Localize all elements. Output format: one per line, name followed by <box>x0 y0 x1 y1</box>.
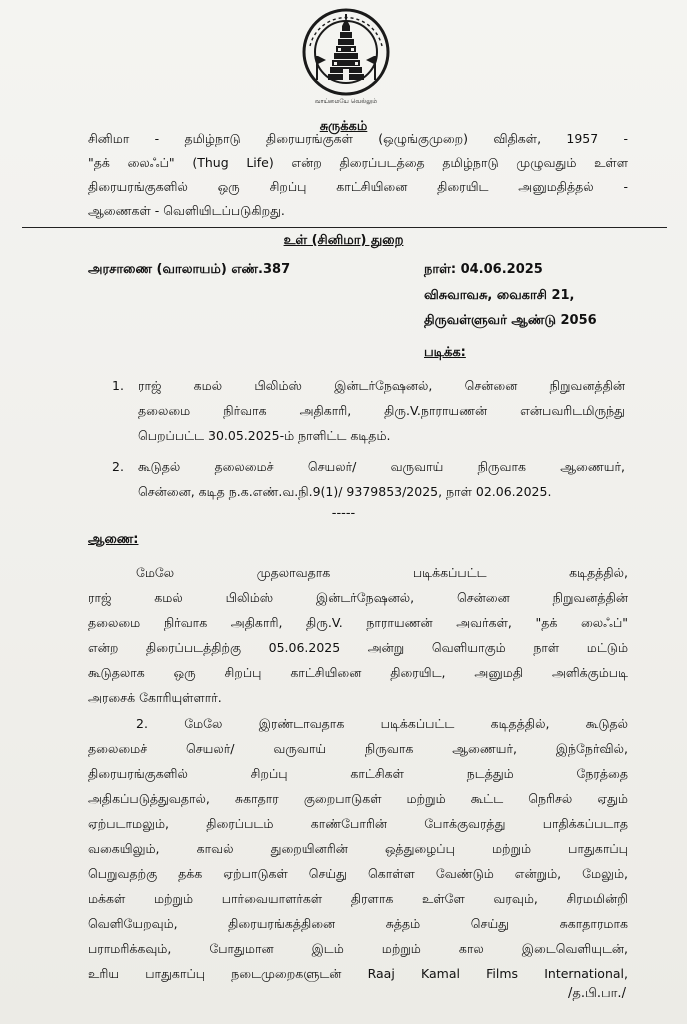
page-footer: /த.பி.பா./ <box>568 986 626 1001</box>
reference-number: 2. <box>112 459 124 474</box>
summary-heading: சுருக்கம் <box>319 119 368 134</box>
reference-line: தலைமை நிர்வாக அதிகாரி, திரு.V.நாராயணன் என்பவரிடமிருந்து <box>138 403 625 418</box>
paragraph-line: தலைமைச் செயலர்/ வருவாய் நிருவாக ஆணையர், இந்நேர்வில், <box>88 741 628 756</box>
summary-text <box>88 127 628 223</box>
order-paragraph-2 <box>88 711 628 986</box>
reference-line: ராஜ் கமல் பிலிம்ஸ் இன்டர்நேஷனல், சென்னை நிறுவனத்தின் <box>138 378 625 393</box>
reference-line: பெறப்பட்ட 30.05.2025-ம் நாளிட்ட கடிதம். <box>138 428 391 443</box>
read-heading: படிக்க: <box>424 345 466 360</box>
paragraph-line: தலைமை நிர்வாக அதிகாரி, திரு.V. நாராயணன் அவர்கள், "தக் லைஃப்" <box>88 615 628 630</box>
paragraph-line: திரையரங்குகளில் சிறப்பு காட்சிகள் நடத்தும் நேரத்தை <box>88 766 628 781</box>
paragraph-line: என்ற திரைப்படத்திற்கு 05.06.2025 அன்று வெளியாகும் நாள் மட்டும் <box>88 640 628 655</box>
paragraph-line: பெறுவதற்கு தக்க ஏற்பாடுகள் செய்து கொள்ள வேண்டும் என்றும், மேலும், <box>88 866 628 881</box>
summary-line: "தக் லைஃப்" (Thug Life) என்ற திரைப்படத்தை தமிழ்நாடு முழுவதும் உள்ள <box>88 155 628 170</box>
paragraph-line: உரிய பாதுகாப்பு நடைமுறைகளுடன் Raaj Kamal Films International, <box>88 966 628 981</box>
reference-2 <box>138 454 625 504</box>
paragraph-line: மேலே முதலாவதாக படிக்கப்பட்ட கடிதத்தில், <box>136 565 628 580</box>
reference-line: கூடுதல் தலைமைச் செயலர்/ வருவாய் நிருவாக ஆணையர், <box>138 459 625 474</box>
paragraph-line: அதிகப்படுத்துவதால், சுகாதார குறைபாடுகள் மற்றும் கூட்ட நெரிசல் ஏதும் <box>88 791 628 806</box>
paragraph-line: பராமரிக்கவும், போதுமான இடம் மற்றும் கால இடைவெளியுடன், <box>88 941 628 956</box>
separator: ----- <box>331 506 356 521</box>
svg-text:வாய்மையே வெல்லும்: வாய்மையே வெல்லும் <box>314 98 378 105</box>
order-heading: ஆணை: <box>88 532 139 547</box>
paragraph-line: வெளியேறவும், திரையரங்கத்தினை சுத்தம் செய்து சுகாதாரமாக <box>88 916 628 931</box>
tamil-year: திருவள்ளுவர் ஆண்டு 2056 <box>424 313 597 328</box>
order-number: அரசாணை (வாலாயம்) எண்.387 <box>88 262 291 277</box>
department-title: உள் (சினிமா) துறை <box>283 233 404 248</box>
paragraph-line: ராஜ் கமல் பிலிம்ஸ் இன்டர்நேஷனல், சென்னை நிறுவனத்தின் <box>88 590 628 605</box>
reference-1 <box>138 373 625 448</box>
paragraph-line: கூடுதலாக ஒரு சிறப்பு காட்சியினை திரையிட, அனுமதி அளிக்கும்படி <box>88 665 628 680</box>
paragraph-line: மக்கள் மற்றும் பார்வையாளர்கள் திரளாக உள்ளே வரவும், சிரமமின்றி <box>88 891 628 906</box>
tamil-nadu-emblem-icon <box>298 6 394 106</box>
tamil-date: விசுவாவசு, வைகாசி 21, <box>424 288 575 303</box>
paragraph-line: அரசைக் கோரியுள்ளார். <box>88 690 222 705</box>
paragraph-line: ஏற்படாமலும், திரைப்படம் காண்போரின் போக்குவரத்து பாதிக்கப்படாத <box>88 816 628 831</box>
paragraph-line: 2. மேலே இரண்டாவதாக படிக்கப்பட்ட கடிதத்தில், கூடுதல் <box>136 716 628 731</box>
paragraph-line: வகையிலும், காவல் துறையினரின் ஒத்துழைப்பு மற்றும் பாதுகாப்பு <box>88 841 628 856</box>
order-paragraph-1 <box>88 560 628 710</box>
summary-line: திரையரங்குகளில் ஒரு சிறப்பு காட்சியினை திரையிட அனுமதித்தல் - <box>88 179 628 194</box>
divider <box>22 227 667 228</box>
summary-line: சினிமா - தமிழ்நாடு திரையரங்குகள் (ஒழுங்குமுறை) விதிகள், 1957 - <box>88 131 628 146</box>
reference-line: சென்னை, கடித ந.க.எண்.வ.நி.9(1)/ 9379853/2025, நாள் 02.06.2025. <box>138 484 552 499</box>
reference-number: 1. <box>112 378 124 393</box>
order-date: நாள்: 04.06.2025 <box>424 262 543 277</box>
summary-line: ஆணைகள் - வெளியிடப்படுகிறது. <box>88 203 285 218</box>
